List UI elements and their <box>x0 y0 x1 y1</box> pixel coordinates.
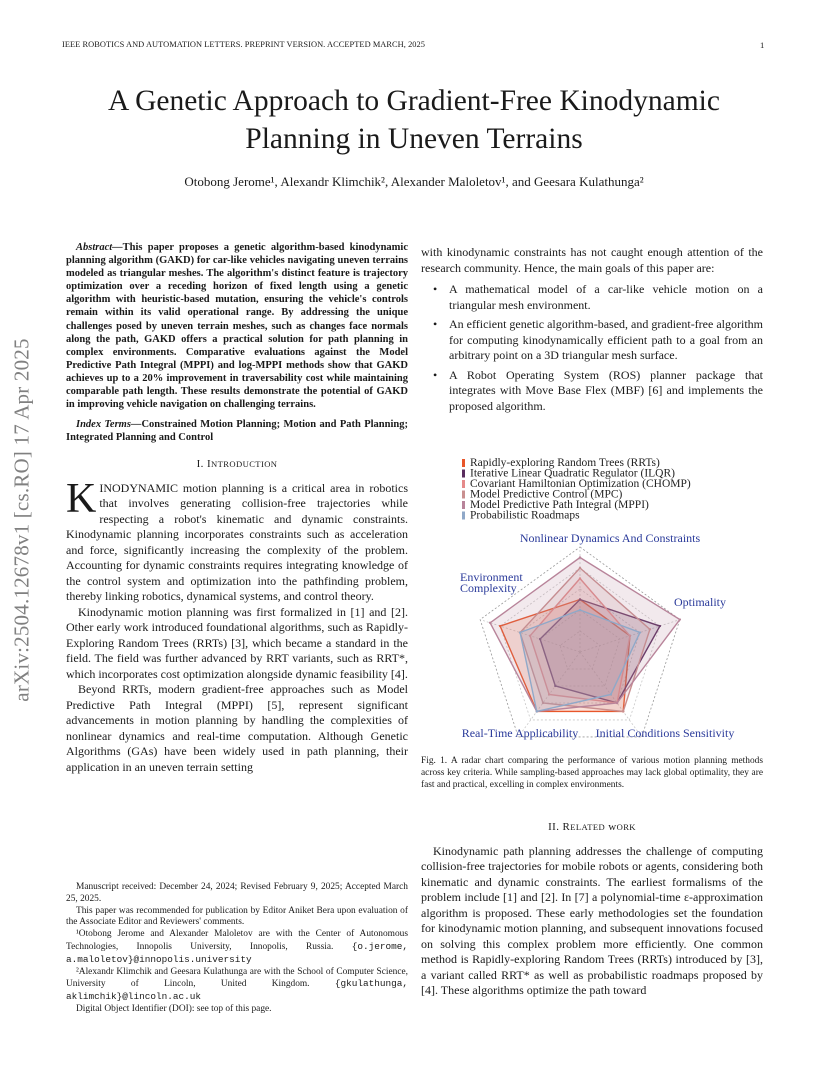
arxiv-id-text: arXiv:2504.12678v1 [cs.RO] 17 Apr 2025 <box>9 338 34 702</box>
contribution-item: • A Robot Operating System (ROS) planner package that integrates with Move Base Flex (MBF) [6] and implements the proposed algorithm. <box>421 368 763 415</box>
footnote-editor: This paper was recommended for publication by Editor Aniket Bera upon evaluation of the Associate Editor and Reviewers' comments. <box>66 905 408 928</box>
intro-paragraph-2: Kinodynamic motion planning was first formalized in [1] and [2]. Other early work introduced foundational algorithms, such as Rapidly-Exploring Random Trees (RRTs) [3], which became a standard in the field. The field was further advanced by RRT variants, such as RRT*, which incorporates cost optimization alongside dynamic feasibility [4]. <box>66 604 408 681</box>
legend-swatch <box>462 501 465 509</box>
title-line-1: A Genetic Approach to Gradient-Free Kinodynamic <box>108 85 720 117</box>
axis-label: Real-Time Applicability <box>461 726 579 740</box>
abstract-text: This paper proposes a genetic algorithm-based kinodynamic planning algorithm (GAKD) for car-like vehicles navigating uneven terrains modeled as triangular meshes. The algorithm's distinct feature is trajectory optimization over a receding horizon of fixed length using a genetic algorithm with heuristic-based mutation, ensuring the vehicle's controls remain within its valid operational range. By addressing the unique challenges posed by uneven terrain meshes, such as changes face normals along the path, GAKD offers a practical solution for path planning in complex environments. Comparative evaluations against the Model Predictive Path Integral (MPPI) and log-MPPI methods show that GAKD achieves up to a 20% improvement in traversability cost while maintaining comparable path length. These results demonstrate the potential of GAKD in improving vehicle navigation on challenging terrains. <box>66 242 408 411</box>
email-1: {o.jerome, a.maloletov}@innopolis.university <box>66 940 409 965</box>
related-work-section <box>421 820 763 999</box>
axis-label: Nonlinear Dynamics And Constraints <box>519 531 701 545</box>
title-line-2: Planning in Uneven Terrains <box>245 123 583 155</box>
intro-paragraph-3: Beyond RRTs, modern gradient-free approaches such as Model Predictive Path Integral (MPPI) [5], represent significant advancements in motion planning by handling the complexities of nonlinear dynamics and real-time computation. Although Genetic Algorithms (GAs) have been widely used in path planning, their application in an uneven terrain setting <box>66 682 408 774</box>
abstract <box>66 241 408 411</box>
email-2: {gkulathunga, aklimchik}@lincoln.ac.uk <box>66 978 409 1003</box>
series-point <box>579 609 581 611</box>
contribution-item: • An efficient genetic algorithm-based, and gradient-free algorithm for computing kinodynamically efficient path to a goal from an arbitrary point on a 3D triangular mesh surface. <box>421 317 763 364</box>
legend-label: Iterative Linear Quadratic Regulator (ILQR) <box>470 467 675 480</box>
series-point <box>639 631 641 633</box>
legend-label: Probabilistic Roadmaps <box>470 509 580 522</box>
index-terms-label: Index Terms— <box>76 419 142 431</box>
axis-label: Optimality <box>674 595 726 609</box>
author-list: Otobong Jerome¹, Alexandr Klimchik², Alexander Maloletov¹, and Geesara Kulathunga² <box>184 174 644 189</box>
related-heading: II. RELATED wORK <box>548 821 636 833</box>
right-column <box>421 245 763 418</box>
running-head: IEEE ROBOTICS AND AUTOMATION LETTERS. PREPRINT VERSION. ACCEPTED MARCH, 2025 <box>62 40 426 49</box>
chart-legend <box>462 458 691 522</box>
legend-swatch <box>462 470 465 478</box>
right-intro-paragraph: with kinodynamic constraints has not caught enough attention of the research community. Hence, the main goals of this paper are: <box>421 245 763 275</box>
paper-title <box>40 82 788 158</box>
series-point <box>622 710 624 712</box>
intro-paragraph-1 <box>66 475 408 605</box>
series-point <box>536 710 538 712</box>
radar-chart <box>430 458 760 748</box>
legend-label: Model Predictive Control (MPC) <box>470 488 623 501</box>
legend-label: Rapidly-exploring Random Trees (RRTs) <box>470 458 660 469</box>
intro-heading: I. INTRODUCTION <box>196 458 278 471</box>
footnote-affiliation-2 <box>66 967 408 1004</box>
drop-cap: K <box>66 475 97 522</box>
affiliation-2-text: ²Alexandr Klimchik and Geesara Kulathunga are with the School of Computer Science, University of Lincoln, United Kingdom. <box>66 966 408 990</box>
series-point <box>679 618 681 620</box>
legend-swatch <box>462 480 465 488</box>
axis-label: Environment <box>460 570 523 584</box>
page-number: 1 <box>760 40 765 50</box>
index-terms-text: Constrained Motion Planning; Motion and Path Planning; Integrated Planning and Control <box>66 419 408 444</box>
index-terms <box>66 418 408 444</box>
intro-p1-text: INODYNAMIC motion planning is a critical area in robotics that involves generating collision-free trajectories while respecting a robot's kinematic and dynamic constraints. Kinodynamic planning incorporates constraints such as acceleration and force, significantly increasing the complexity of the problem. Accounting for dynamic constraints requires integrating knowledge of the control system and optimization into the pathfinding problem, thereby linking robotics, dynamical systems, and control theory. <box>66 480 408 604</box>
legend-swatch <box>462 491 465 499</box>
abstract-label: Abstract— <box>76 242 123 253</box>
legend-label: Model Predictive Path Integral (MPPI) <box>470 499 649 511</box>
axis-label: Initial Conditions Sensitivity <box>595 726 735 740</box>
footnotes <box>66 882 408 1016</box>
series-point <box>610 693 612 695</box>
axis-label: Complexity <box>460 581 517 595</box>
contribution-item: • A mathematical model of a car-like vehicle motion on a triangular mesh environment. <box>421 282 763 313</box>
legend-swatch <box>462 512 465 520</box>
contributions-list <box>421 282 763 414</box>
series-point <box>616 702 618 704</box>
series-point <box>489 622 491 624</box>
footnote-doi: Digital Object Identifier (DOI): see top of this page. <box>76 1003 272 1014</box>
series-point <box>519 631 521 633</box>
footnote-manuscript: Manuscript received: December 24, 2024; Revised February 9, 2025; Accepted March 25, 2025. <box>66 882 408 904</box>
left-column <box>66 241 408 775</box>
figure-caption: Fig. 1. A radar chart comparing the performance of various motion planning methods across key criteria. While sampling-based approaches may lack global optimality, they are fast and practical, excelling in complex environments. <box>421 756 763 790</box>
series-point <box>579 556 581 558</box>
affiliation-1-text: ¹Otobong Jerome and Alexander Maloletov are with the Center of Autonomous Technologies, Innopolis University, Innopolis, Russia. <box>66 929 408 952</box>
legend-label: Covariant Hamiltonian Optimization (CHOMP) <box>470 478 691 490</box>
legend-swatch <box>462 459 465 467</box>
footnote-affiliation-1 <box>66 929 408 966</box>
related-paragraph-1: Kinodynamic path planning addresses the challenge of computing collision-free trajectories for mobile robots or agents, considering both kinematic and dynamic constraints. The earliest formalisms of the problem include [1] and [2]. In [7] a polynomial-time ε-approximation algorithm is proposed. These early methodologies set the foundation for kinodynamic motion planning, and subsequent innovations focused on solving this complex problem more efficiently. One common method is Rapidly-exploring Random Trees (RRTs) introduced by [3], a variant called RRT* as well as probabilistic roadmaps proposed by [4]. These algorithms optimize the path toward <box>421 843 763 997</box>
